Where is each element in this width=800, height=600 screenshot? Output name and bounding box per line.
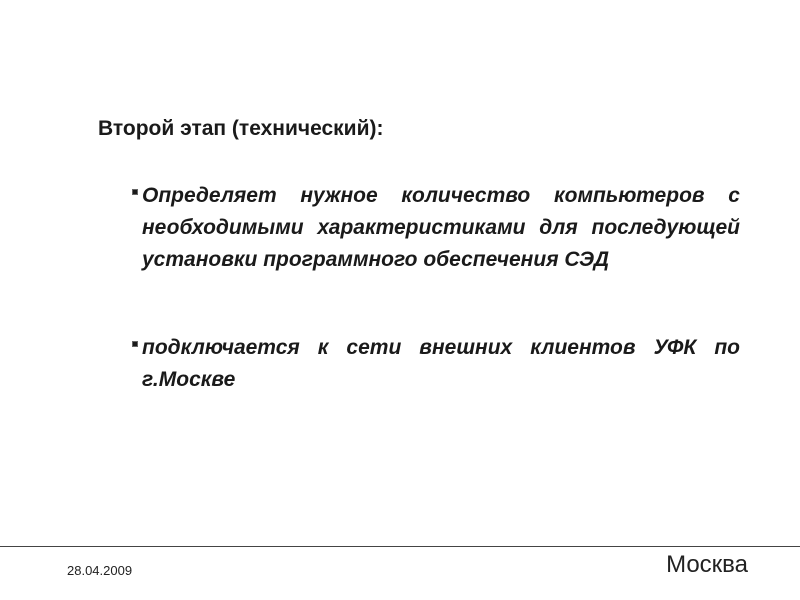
bullet-item: [132, 180, 740, 276]
slide-title: Второй этап (технический):: [98, 117, 384, 140]
square-bullet-icon: [132, 341, 138, 347]
bullet-text: подключается к сети внешних клиентов УФК по г.Москве: [142, 336, 740, 391]
footer-city: Москва: [666, 551, 748, 578]
bullet-list: [132, 180, 740, 452]
square-bullet-icon: [132, 189, 138, 195]
bullet-text: Определяет нужное количество компьютеров с необходимыми характеристиками для последующей установки программного обеспечения СЭД: [142, 184, 740, 271]
bullet-item: [132, 332, 740, 396]
footer-date: 28.04.2009: [67, 563, 133, 578]
footer-divider: [0, 546, 800, 547]
